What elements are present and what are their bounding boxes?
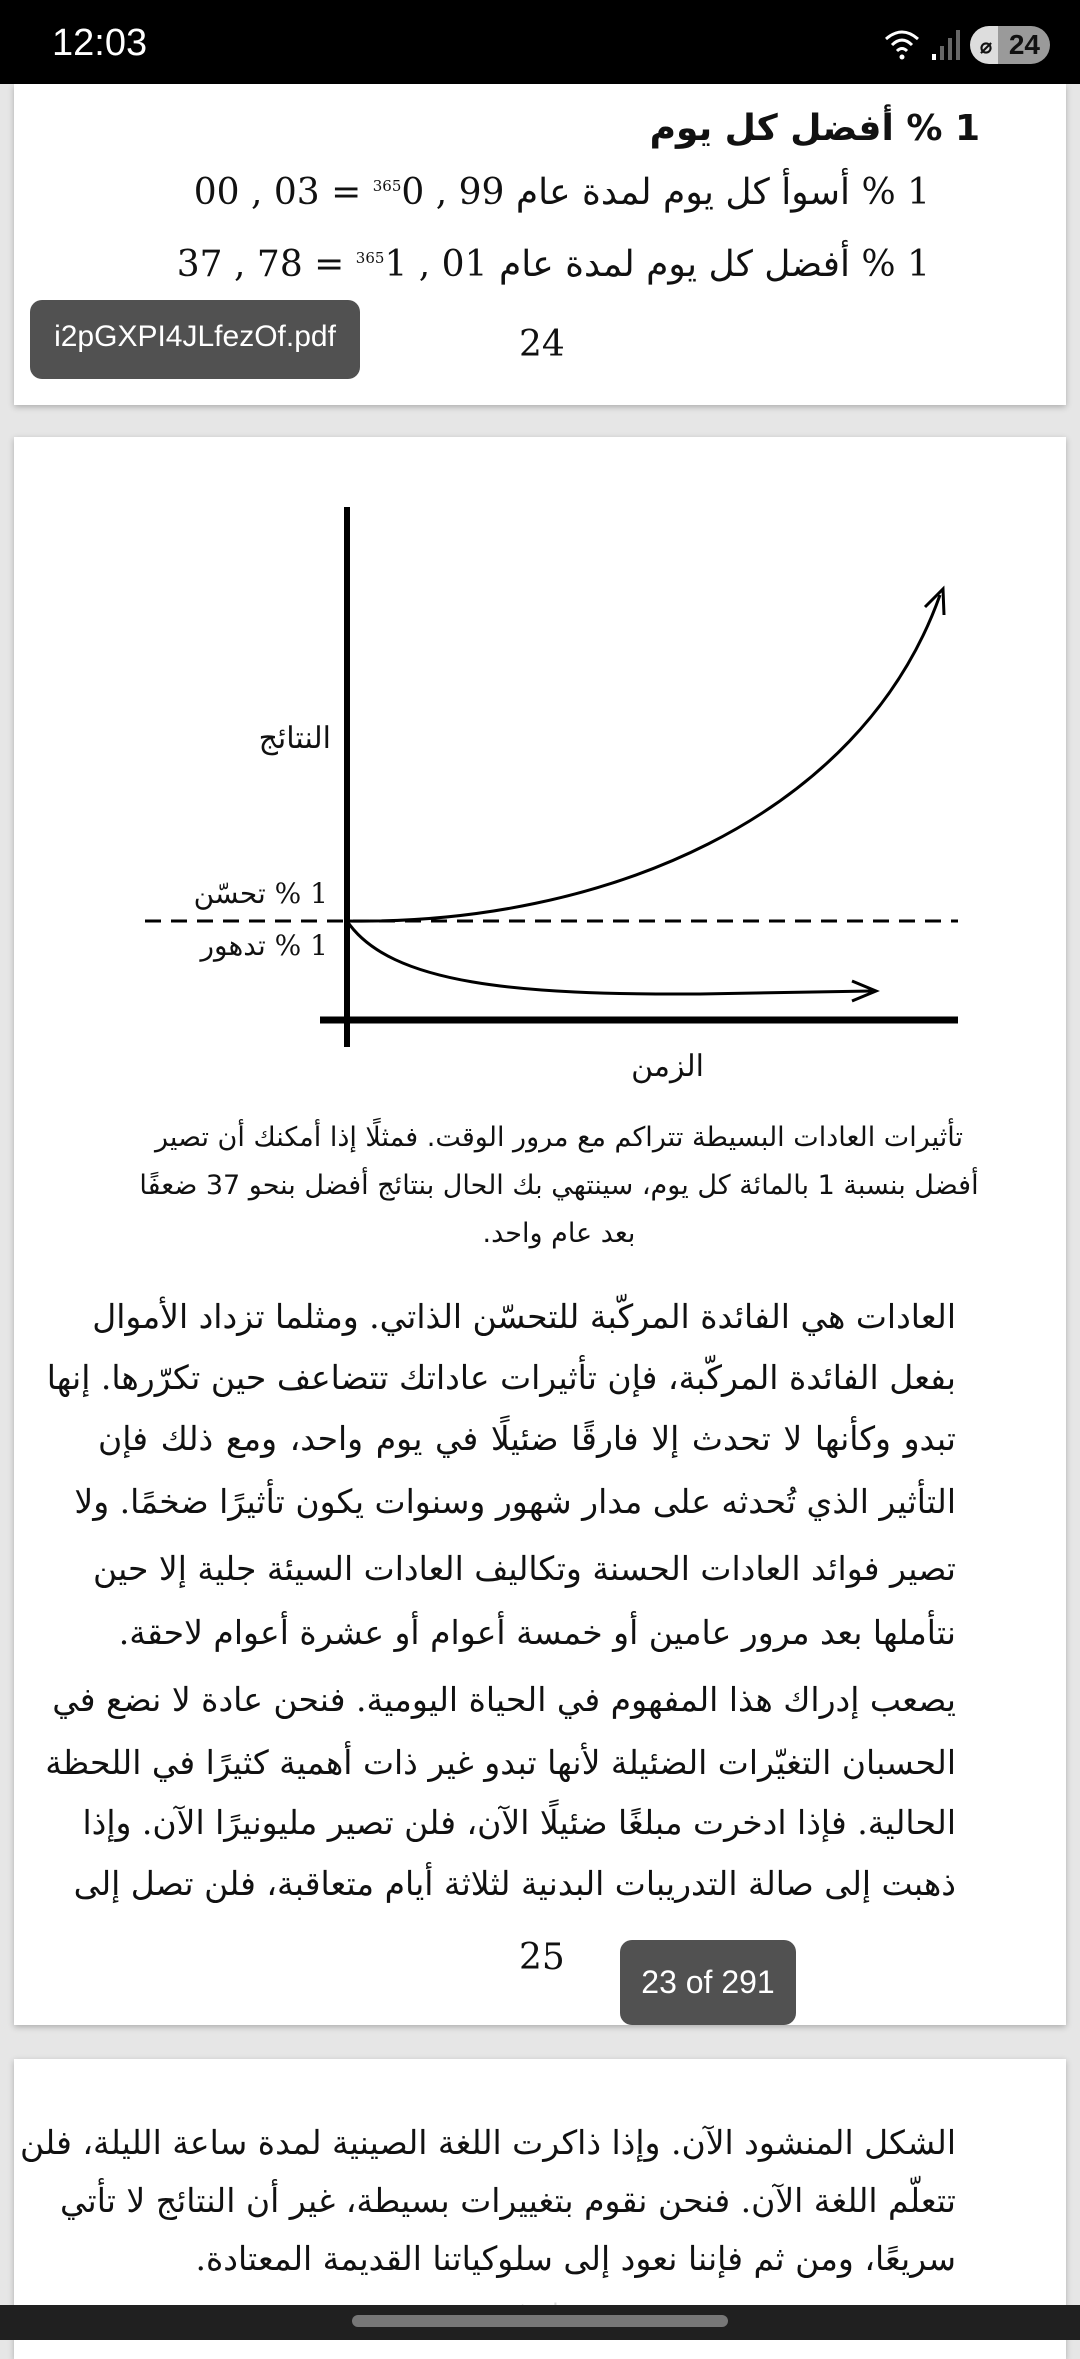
formula-label: 1 % أفضل كل يوم لمدة عام xyxy=(498,244,930,285)
formula-result: 37 , 78 xyxy=(176,244,303,285)
exponent: 365 xyxy=(355,249,385,267)
text-line: الشكل المنشود الآن. وإذا ذاكرت اللغة الصينية لمدة ساعة الليلة، فلن xyxy=(20,2123,956,2162)
page-indicator xyxy=(620,1940,796,2025)
text-line: ذهبت إلى صالة التدريبات البدنية لثلاثة أيام متعاقبة، فلن تصل إلى xyxy=(73,1864,956,1903)
exponent: 365 xyxy=(372,177,402,195)
text-line: يصعب إدراك هذا المفهوم في الحياة اليومية. فنحن عادة لا نضع في xyxy=(52,1680,956,1719)
formula-worse: 1 % أسوأ كل يوم لمدة عام 00 , 03 = $^{365}$0 , 99 xyxy=(193,172,930,213)
y-axis-label: النتائج xyxy=(258,721,331,756)
formula-result: 00 , 03 xyxy=(193,172,320,213)
text-line: الحالية. فإذا ادخرت مبلغًا ضئيلًا الآن، فلن تصير مليونيرًا الآن. وإذا xyxy=(82,1803,956,1842)
text-line: بفعل الفائدة المركّبة، فإن تأثيرات عاداتك تتضاعف حين تكرّرها. إنها xyxy=(46,1358,956,1397)
page-indicator-text: 23 of 291 xyxy=(641,1964,775,2000)
formula-better: 1 % أفضل كل يوم لمدة عام 37 , 78 = $^{365}$1 , 01 xyxy=(176,244,930,285)
x-axis-label: الزمن xyxy=(631,1049,704,1084)
decline-curve xyxy=(347,921,872,994)
pdf-page-25 xyxy=(14,437,1066,2025)
clock: 12:03 xyxy=(52,22,148,64)
improvement-curve xyxy=(347,595,940,921)
text-line: الحسبان التغيّرات الضئيلة لأنها تبدو غير ذات أهمية كثيرًا في اللحظة xyxy=(45,1743,956,1782)
page-number: 25 xyxy=(519,1937,565,1978)
formula-base: 1 , 01 xyxy=(384,244,488,285)
navigation-bar xyxy=(0,2305,1080,2340)
battery-level: 24 xyxy=(1008,29,1040,60)
text-line: العادات هي الفائدة المركّبة للتحسّن الذاتي. ومثلما تزداد الأموال xyxy=(92,1297,956,1336)
page-number: 24 xyxy=(519,324,565,365)
text-line: تتعلّم اللغة الآن. فنحن نقوم بتغييرات بسيطة، غير أن النتائج لا تأتي xyxy=(60,2181,956,2220)
battery-saver-icon: ⌀ xyxy=(980,36,993,58)
improve-label: 1 % تحسّن xyxy=(193,877,328,910)
text-line: تبدو وكأنها لا تحدث إلا فارقًا ضئيلًا في يوم واحد، ومع ذلك فإن xyxy=(98,1419,956,1458)
text-line: نتأملها بعد مرور عامين أو خمسة أعوام أو عشرة أعوام لاحقة. xyxy=(118,1613,956,1652)
caption-line: أفضل بنسبة 1 بالمائة كل يوم، سينتهي بك الحال بنتائج أفضل بنحو 37 ضعفًا xyxy=(139,1170,979,1201)
compound-habits-figure xyxy=(0,0,1052,700)
filename: i2pGXPI4JLfezOf.pdf xyxy=(54,320,336,353)
text-line: تصير فوائد العادات الحسنة وتكاليف العادات السيئة جلية إلا حين xyxy=(92,1549,956,1588)
figure-caption xyxy=(134,1114,984,1258)
text-line: سريعًا، ومن ثم فإننا نعود إلى سلوكياتنا القديمة المعتادة. xyxy=(195,2239,956,2278)
home-gesture-handle[interactable] xyxy=(352,2315,728,2327)
heading: 1 % أفضل كل يوم xyxy=(649,108,980,149)
formula-label: 1 % أسوأ كل يوم لمدة عام xyxy=(515,172,930,213)
decline-label: 1 % تدهور xyxy=(200,929,328,962)
caption-line: تأثيرات العادات البسيطة تتراكم مع مرور الوقت. فمثلًا إذا أمكنك أن تصير xyxy=(155,1122,963,1153)
caption-line: بعد عام واحد. xyxy=(482,1218,636,1249)
formula-base: 0 , 99 xyxy=(401,172,505,213)
text-line: التأثير الذي تُحدثه على مدار شهور وسنوات يكون تأثيرًا ضخمًا. ولا xyxy=(74,1482,956,1521)
